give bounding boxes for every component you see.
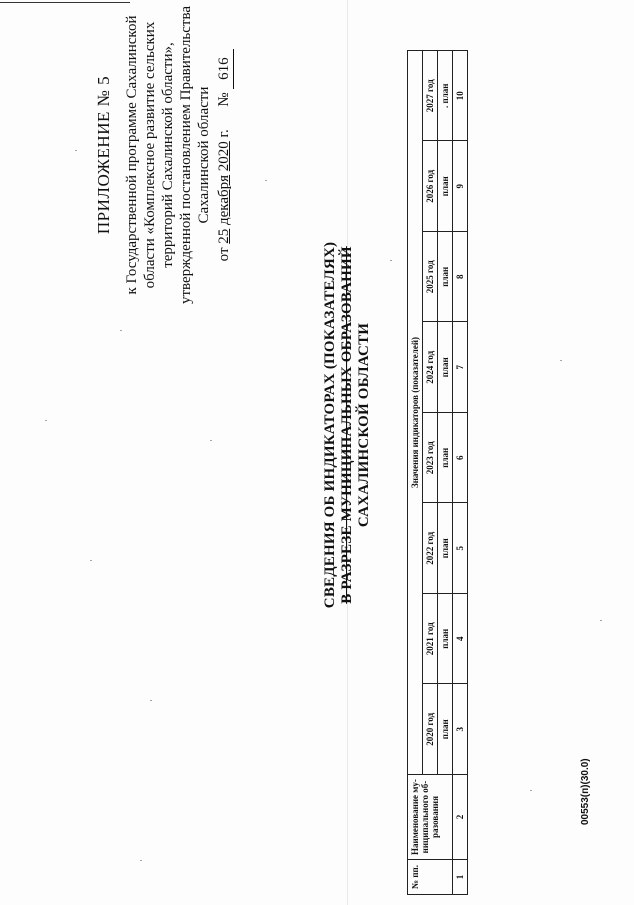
date-month: декабря — [216, 174, 232, 225]
date-suffix: г. — [216, 129, 232, 138]
scan-speck — [120, 330, 122, 331]
scan-speck — [75, 150, 77, 151]
appendix-date-line — [215, 5, 234, 305]
column-number: 7 — [453, 322, 468, 413]
column-number: 8 — [453, 232, 468, 323]
table-numbers-row — [453, 51, 468, 895]
column-number: 1 — [453, 860, 468, 895]
col-num-header: № пп. — [408, 860, 453, 895]
plan-label: план — [438, 141, 453, 232]
table-header-row-years — [423, 51, 438, 895]
appendix-line: территорий Сахалинской области», — [160, 42, 176, 268]
group-header: Значения индикаторов (показателей) — [408, 51, 423, 775]
appendix-title: ПРИЛОЖЕНИЕ № 5 — [94, 75, 113, 235]
date-prefix: от — [216, 247, 232, 262]
scan-speck — [600, 620, 602, 621]
appendix-line: утвержденной постановлением Правительства — [178, 5, 194, 305]
plan-label: план — [438, 232, 453, 323]
number-value: 616 — [215, 49, 234, 89]
column-number: 2 — [453, 775, 468, 860]
column-number: 9 — [453, 141, 468, 232]
scan-speck — [390, 260, 392, 261]
year-header: 2027 год — [423, 51, 438, 142]
plan-label: план — [438, 503, 453, 594]
indicators-table — [407, 50, 468, 895]
heading-line-1: СВЕДЕНИЯ ОБ ИНДИКАТОРАХ (ПОКАЗАТЕЛЯХ) — [322, 241, 338, 609]
year-header: 2026 год — [423, 141, 438, 232]
plan-label: план — [438, 413, 453, 504]
plan-label: . план — [438, 51, 453, 142]
table-header-row-plan — [438, 51, 453, 895]
year-header: 2025 год — [423, 232, 438, 323]
year-header: 2023 год — [423, 413, 438, 504]
scan-speck — [140, 860, 142, 861]
table-header-row-1 — [408, 51, 423, 895]
appendix-line: области «Комплексное развитие сельских — [142, 21, 158, 289]
indicators-table-wrap — [407, 50, 468, 895]
column-number: 4 — [453, 594, 468, 685]
scan-speck — [45, 420, 47, 421]
column-number: 10 — [453, 51, 468, 142]
year-header: 2020 год — [423, 684, 438, 775]
scan-speck — [530, 790, 532, 791]
scan-speck — [560, 360, 562, 361]
year-header: 2024 год — [423, 322, 438, 413]
footer-code: 00553(п)(30.0) — [580, 758, 591, 825]
year-header: 2021 год — [423, 594, 438, 685]
scan-speck — [150, 700, 152, 701]
appendix-block — [95, 5, 234, 305]
heading-line-2: В РАЗРЕЗЕ МУНИЦИПАЛЬНЫХ ОБРАЗОВАНИЙ — [339, 246, 355, 604]
scan-speck — [90, 560, 92, 561]
date-day: 25 — [216, 228, 232, 244]
scan-speck — [210, 440, 212, 441]
plan-label: план — [438, 684, 453, 775]
col-name-header: Наименование му-ниципального об-разования — [408, 775, 453, 860]
column-number: 6 — [453, 413, 468, 504]
appendix-line: к Государственной программе Сахалинской — [124, 15, 140, 295]
year-header: 2022 год — [423, 503, 438, 594]
scan-speck — [265, 180, 267, 181]
plan-label: план — [438, 322, 453, 413]
column-number: 3 — [453, 684, 468, 775]
number-label: № — [216, 92, 232, 107]
plan-label: план — [438, 594, 453, 685]
date-year: 2020 — [216, 141, 232, 172]
heading-line-3: САХАЛИНСКОЙ ОБЛАСТИ — [356, 322, 372, 528]
document-heading — [322, 215, 373, 635]
appendix-line: Сахалинской области — [196, 86, 212, 224]
column-number: 5 — [453, 503, 468, 594]
